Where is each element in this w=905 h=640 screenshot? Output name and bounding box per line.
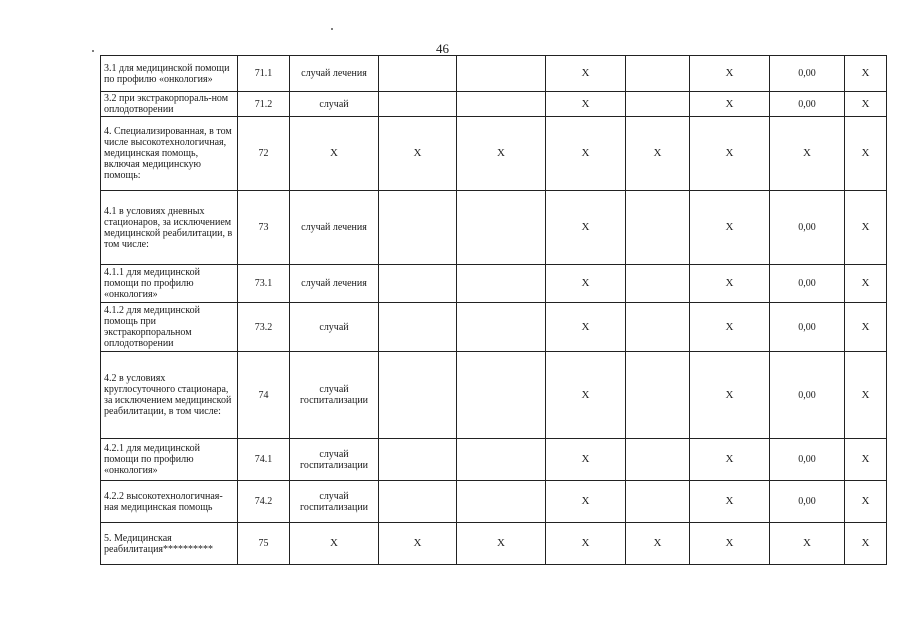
page-number: 46 (436, 41, 449, 56)
value-cell: 0,00 (770, 481, 845, 523)
value-cell (457, 303, 546, 352)
value-cell (457, 352, 546, 439)
value-cell (379, 439, 457, 481)
row-name-cell: 3.1 для медицинской помощи по профилю «онкология» (101, 56, 238, 92)
value-cell: Х (690, 303, 770, 352)
row-name-cell: 4.1.2 для медицинской помощь при экстракорпоральном оплодотворении (101, 303, 238, 352)
value-cell: Х (546, 481, 626, 523)
row-code-cell: 73.1 (238, 265, 290, 303)
value-cell: Х (770, 117, 845, 191)
data-table (100, 55, 887, 565)
row-code-cell: 74 (238, 352, 290, 439)
value-cell (457, 56, 546, 92)
value-cell: Х (770, 523, 845, 565)
value-cell: Х (546, 523, 626, 565)
table-row (101, 352, 887, 439)
row-name-cell: 4.1.1 для медицинской помощи по профилю «онкология» (101, 265, 238, 303)
value-cell: Х (845, 303, 887, 352)
value-cell: Х (546, 92, 626, 117)
value-cell: 0,00 (770, 191, 845, 265)
row-code-cell: 71.1 (238, 56, 290, 92)
unit-cell: случай лечения (290, 191, 379, 265)
value-cell: Х (626, 117, 690, 191)
value-cell: Х (690, 191, 770, 265)
value-cell: Х (845, 56, 887, 92)
value-cell: Х (379, 117, 457, 191)
value-cell (626, 439, 690, 481)
scan-speck (92, 50, 94, 52)
value-cell (379, 352, 457, 439)
row-name-cell: 5. Медицинская реабилитация********** (101, 523, 238, 565)
value-cell: 0,00 (770, 352, 845, 439)
value-cell (626, 56, 690, 92)
value-cell: 0,00 (770, 303, 845, 352)
value-cell (457, 191, 546, 265)
table-row (101, 439, 887, 481)
value-cell: Х (690, 92, 770, 117)
value-cell: Х (457, 523, 546, 565)
value-cell: Х (690, 523, 770, 565)
row-name-cell: 3.2 при экстракорпораль-ном оплодотворении (101, 92, 238, 117)
value-cell: Х (845, 523, 887, 565)
unit-cell: случай (290, 92, 379, 117)
value-cell: Х (690, 481, 770, 523)
value-cell: Х (845, 117, 887, 191)
unit-cell: Х (290, 117, 379, 191)
value-cell: Х (845, 439, 887, 481)
row-name-cell: 4.2.1 для медицинской помощи по профилю «онкология» (101, 439, 238, 481)
row-name-cell: 4. Специализированная, в том числе высокотехнологичная, медицинская помощь, включая медицинскую помощь: (101, 117, 238, 191)
table-row (101, 481, 887, 523)
value-cell (626, 352, 690, 439)
row-code-cell: 73 (238, 191, 290, 265)
unit-cell: случай лечения (290, 265, 379, 303)
row-code-cell: 71.2 (238, 92, 290, 117)
row-code-cell: 74.1 (238, 439, 290, 481)
unit-cell: Х (290, 523, 379, 565)
value-cell: Х (845, 265, 887, 303)
value-cell: Х (457, 117, 546, 191)
value-cell: Х (690, 56, 770, 92)
value-cell (626, 303, 690, 352)
value-cell (457, 92, 546, 117)
unit-cell: случай госпитализации (290, 439, 379, 481)
value-cell (379, 265, 457, 303)
value-cell: Х (845, 191, 887, 265)
value-cell (379, 303, 457, 352)
unit-cell: случай лечения (290, 56, 379, 92)
value-cell: Х (546, 303, 626, 352)
value-cell: 0,00 (770, 56, 845, 92)
row-name-cell: 4.2.2 высокотехнологичная-ная медицинская помощь (101, 481, 238, 523)
value-cell: Х (546, 56, 626, 92)
row-code-cell: 72 (238, 117, 290, 191)
value-cell (457, 265, 546, 303)
value-cell: Х (690, 352, 770, 439)
scan-speck (331, 28, 333, 30)
unit-cell: случай (290, 303, 379, 352)
value-cell (626, 191, 690, 265)
table-row (101, 523, 887, 565)
value-cell (379, 191, 457, 265)
value-cell: Х (626, 523, 690, 565)
value-cell: Х (546, 265, 626, 303)
value-cell (379, 92, 457, 117)
value-cell (379, 56, 457, 92)
table-row (101, 303, 887, 352)
value-cell: Х (690, 117, 770, 191)
value-cell (626, 481, 690, 523)
value-cell: Х (546, 117, 626, 191)
value-cell (457, 481, 546, 523)
table-row (101, 56, 887, 92)
value-cell: Х (379, 523, 457, 565)
row-code-cell: 74.2 (238, 481, 290, 523)
value-cell (379, 481, 457, 523)
row-name-cell: 4.1 в условиях дневных стационаров, за исключением медицинской реабилитации, в том числе: (101, 191, 238, 265)
unit-cell: случай госпитализации (290, 481, 379, 523)
value-cell (626, 92, 690, 117)
value-cell: Х (845, 92, 887, 117)
value-cell: 0,00 (770, 439, 845, 481)
value-cell: Х (546, 439, 626, 481)
value-cell: Х (690, 439, 770, 481)
value-cell: 0,00 (770, 265, 845, 303)
table-row (101, 191, 887, 265)
row-name-cell: 4.2 в условиях круглосуточного стационара, за исключением медицинской реабилитации, в том числе: (101, 352, 238, 439)
value-cell: Х (690, 265, 770, 303)
value-cell: 0,00 (770, 92, 845, 117)
value-cell (626, 265, 690, 303)
table-row (101, 117, 887, 191)
value-cell: Х (546, 352, 626, 439)
table-row (101, 265, 887, 303)
value-cell: Х (546, 191, 626, 265)
value-cell: Х (845, 481, 887, 523)
unit-cell: случай госпитализации (290, 352, 379, 439)
value-cell (457, 439, 546, 481)
row-code-cell: 73.2 (238, 303, 290, 352)
table-row (101, 92, 887, 117)
value-cell: Х (845, 352, 887, 439)
row-code-cell: 75 (238, 523, 290, 565)
